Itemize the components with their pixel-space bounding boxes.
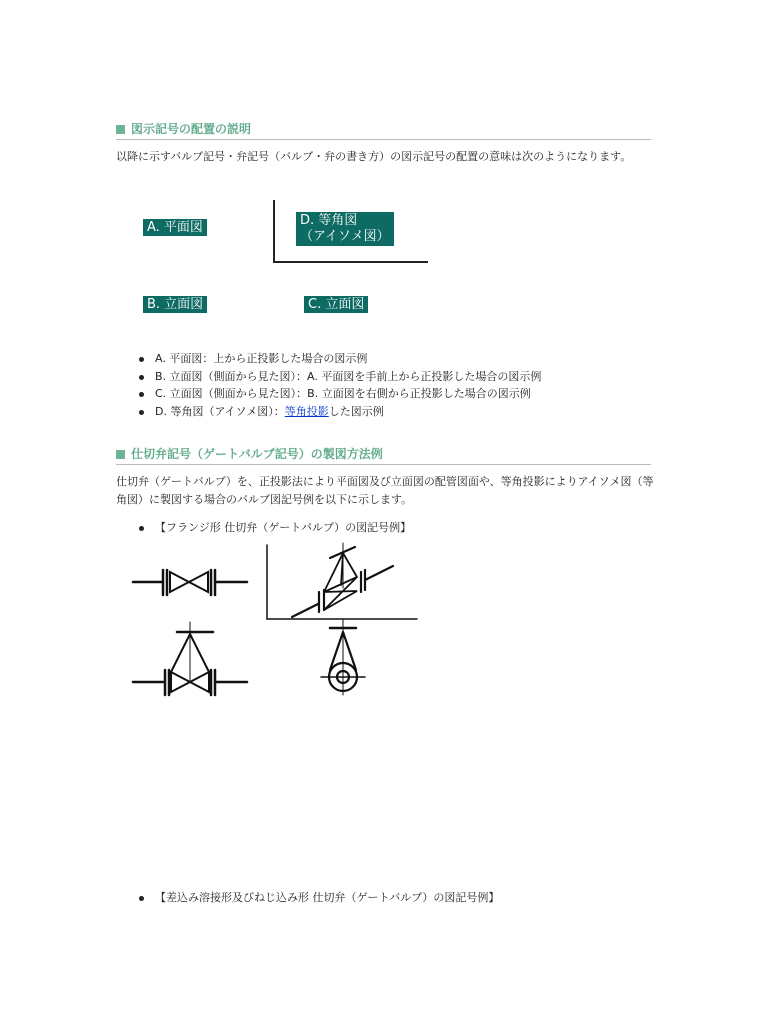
gate-valve-isometric-symbol — [292, 543, 393, 617]
gate-valve-elevation-c-symbol — [321, 619, 365, 695]
label-isometric-view — [296, 212, 394, 246]
list-item — [136, 403, 541, 421]
gate-valve-plan-symbol — [133, 570, 247, 595]
heading-text: 図示記号の配置の説明 — [131, 122, 252, 136]
diagram-horizontal-axis — [273, 261, 428, 263]
bullet-dot-icon — [139, 526, 144, 531]
section-heading-symbol-layout — [116, 120, 651, 140]
list-item — [136, 385, 541, 403]
label-plan-view: A. 平面図 — [143, 219, 207, 236]
label-elevation-b: B. 立面図 — [143, 296, 207, 313]
label-isometric-line2: （アイソメ図） — [300, 229, 390, 244]
bullet-dot-icon — [139, 357, 144, 362]
label-isometric-line1: D. 等角図 — [300, 213, 358, 228]
bullet-dot-icon — [139, 410, 144, 415]
section-heading-gate-valve — [116, 445, 651, 465]
gate-valve-elevation-b-symbol — [133, 622, 247, 695]
bullet-dot-icon — [139, 896, 144, 901]
intro-paragraph-1: 以降に示すバルブ記号・弁記号（バルブ・弁の書き方）の図示記号の配置の意味は次のようになります。 — [116, 150, 632, 163]
square-bullet-icon — [116, 125, 125, 134]
bullet-dot-icon — [139, 392, 144, 397]
list-item-text: C. 立面図（側面から見た図）：B. 立面図を右側から正投影した場合の図示例 — [155, 387, 531, 400]
list-item-text: D. 等角図（アイソメ図）： — [155, 404, 285, 418]
list-item — [136, 889, 499, 907]
list-item-text: 【差込み溶接形及びねじ込み形 仕切弁（ゲートバルブ）の図記号例】 — [155, 891, 500, 904]
square-bullet-icon — [116, 450, 125, 459]
heading-text: 仕切弁記号（ゲートバルブ記号）の製図方法例 — [131, 447, 383, 461]
list-item-text: B. 立面図（側面から見た図）：A. 平面図を手前上から正投影した場合の図示例 — [155, 369, 542, 383]
socket-weld-valve-list — [136, 889, 499, 907]
gate-valve-symbols-drawing — [125, 540, 425, 710]
diagram-vertical-axis — [273, 200, 275, 263]
flange-valve-list — [136, 519, 411, 537]
list-item — [136, 350, 541, 368]
list-item-text: A. 平面図：上から正投影した場合の図示例 — [155, 352, 368, 365]
list-item — [136, 519, 411, 537]
list-item-text: 【フランジ形 仕切弁（ゲートバルブ）の図記号例】 — [155, 521, 412, 534]
isometric-projection-link[interactable]: 等角投影 — [284, 404, 329, 418]
label-elevation-c: C. 立面図 — [304, 296, 368, 313]
list-item-text: した図示例 — [328, 404, 384, 418]
intro-paragraph-2: 仕切弁（ゲートバルブ）を、正投影法により平面図及び立面図の配管図面や、等角投影によりアイソメ図（等角図）に製図する場合のバルブ図記号例を以下に示します。 — [116, 475, 654, 506]
list-item — [136, 368, 541, 386]
view-description-list — [136, 350, 541, 420]
bullet-dot-icon — [139, 375, 144, 380]
